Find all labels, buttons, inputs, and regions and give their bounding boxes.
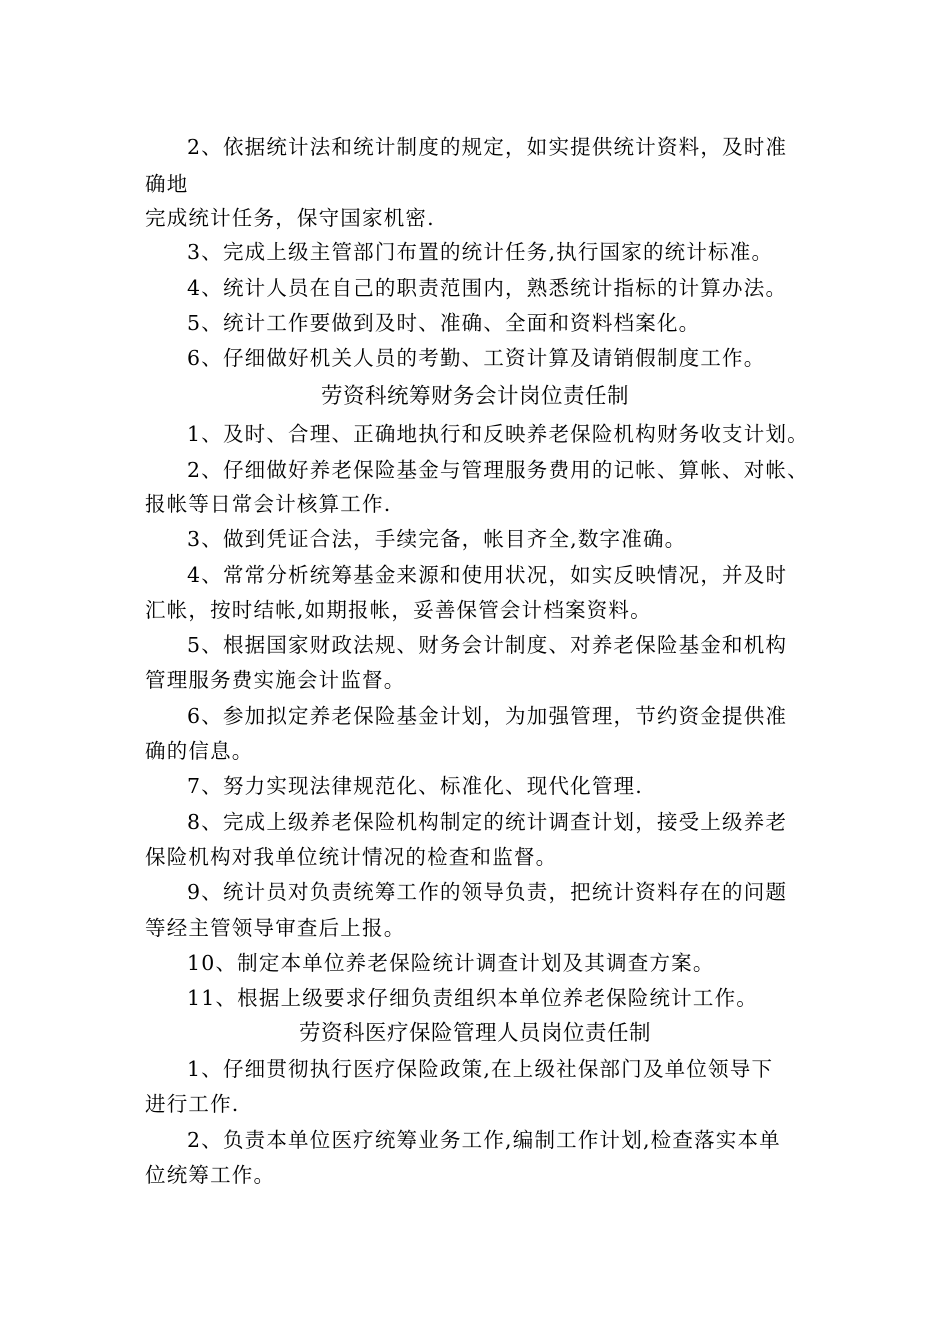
s1-item-4: 4、统计人员在自己的职责范围内，熟悉统计指标的计算办法。 <box>187 276 788 300</box>
s2-item-11: 11、根据上级要求仔细负责组织本单位养老保险统计工作。 <box>187 986 758 1010</box>
s3-item-2-line-1: 2、负责本单位医疗统筹业务工作,编制工作计划,检查落实本单 <box>187 1128 781 1152</box>
s1-item-5: 5、统计工作要做到及时、准确、全面和资料档案化。 <box>187 311 701 335</box>
section-3-title: 劳资科医疗保险管理人员岗位责任制 <box>298 1021 651 1046</box>
s3-item-1-line-2: 进行工作. <box>145 1092 240 1116</box>
s2-item-4-line-1: 4、常常分析统筹基金来源和使用状况，如实反映情况，并及时 <box>187 563 788 587</box>
s1-item-2-line-2: 确地 <box>145 172 189 196</box>
s3-item-2-line-2: 位统筹工作。 <box>145 1163 276 1187</box>
s2-item-2-line-2: 报帐等日常会计核算工作. <box>145 492 392 516</box>
s2-item-2-line-1: 2、仔细做好养老保险基金与管理服务费用的记帐、算帐、对帐、 <box>187 458 809 482</box>
s2-item-5-line-1: 5、根据国家财政法规、财务会计制度、对养老保险基金和机构 <box>187 633 788 657</box>
s2-item-9-line-1: 9、统计员对负责统筹工作的领导负责，把统计资料存在的问题 <box>187 880 788 904</box>
s2-item-9-line-2: 等经主管领导审查后上报。 <box>145 916 406 940</box>
s1-item-6: 6、仔细做好机关人员的考勤、工资计算及请销假制度工作。 <box>187 346 766 370</box>
s1-item-3: 3、完成上级主管部门布置的统计任务,执行国家的统计标准。 <box>187 240 774 264</box>
s1-item-2-line-3: 完成统计任务，保守国家机密. <box>145 206 435 230</box>
s2-item-4-line-2: 汇帐，按时结帐,如期报帐，妥善保管会计档案资料。 <box>145 598 652 622</box>
s2-item-5-line-2: 管理服务费实施会计监督。 <box>145 668 406 692</box>
s1-item-2-line-1: 2、依据统计法和统计制度的规定，如实提供统计资料，及时准 <box>187 135 788 159</box>
s2-item-7: 7、努力实现法律规范化、标准化、现代化管理. <box>187 774 643 798</box>
s3-item-1-line-1: 1、仔细贯彻执行医疗保险政策,在上级社保部门及单位领导下 <box>187 1057 774 1081</box>
s2-item-8-line-1: 8、完成上级养老保险机构制定的统计调查计划，接受上级养老 <box>187 810 788 834</box>
s2-item-3: 3、做到凭证合法，手续完备，帐目齐全,数字准确。 <box>187 527 687 551</box>
s2-item-6-line-1: 6、参加拟定养老保险基金计划，为加强管理，节约资金提供准 <box>187 704 788 728</box>
s2-item-10: 10、制定本单位养老保险统计调查计划及其调查方案。 <box>187 951 715 975</box>
s2-item-6-line-2: 确的信息。 <box>145 739 254 763</box>
s2-item-1: 1、及时、合理、正确地执行和反映养老保险机构财务收支计划。 <box>187 422 809 446</box>
s2-item-8-line-2: 保险机构对我单位统计情况的检查和监督。 <box>145 845 558 869</box>
section-2-title: 劳资科统筹财务会计岗位责任制 <box>320 384 629 409</box>
